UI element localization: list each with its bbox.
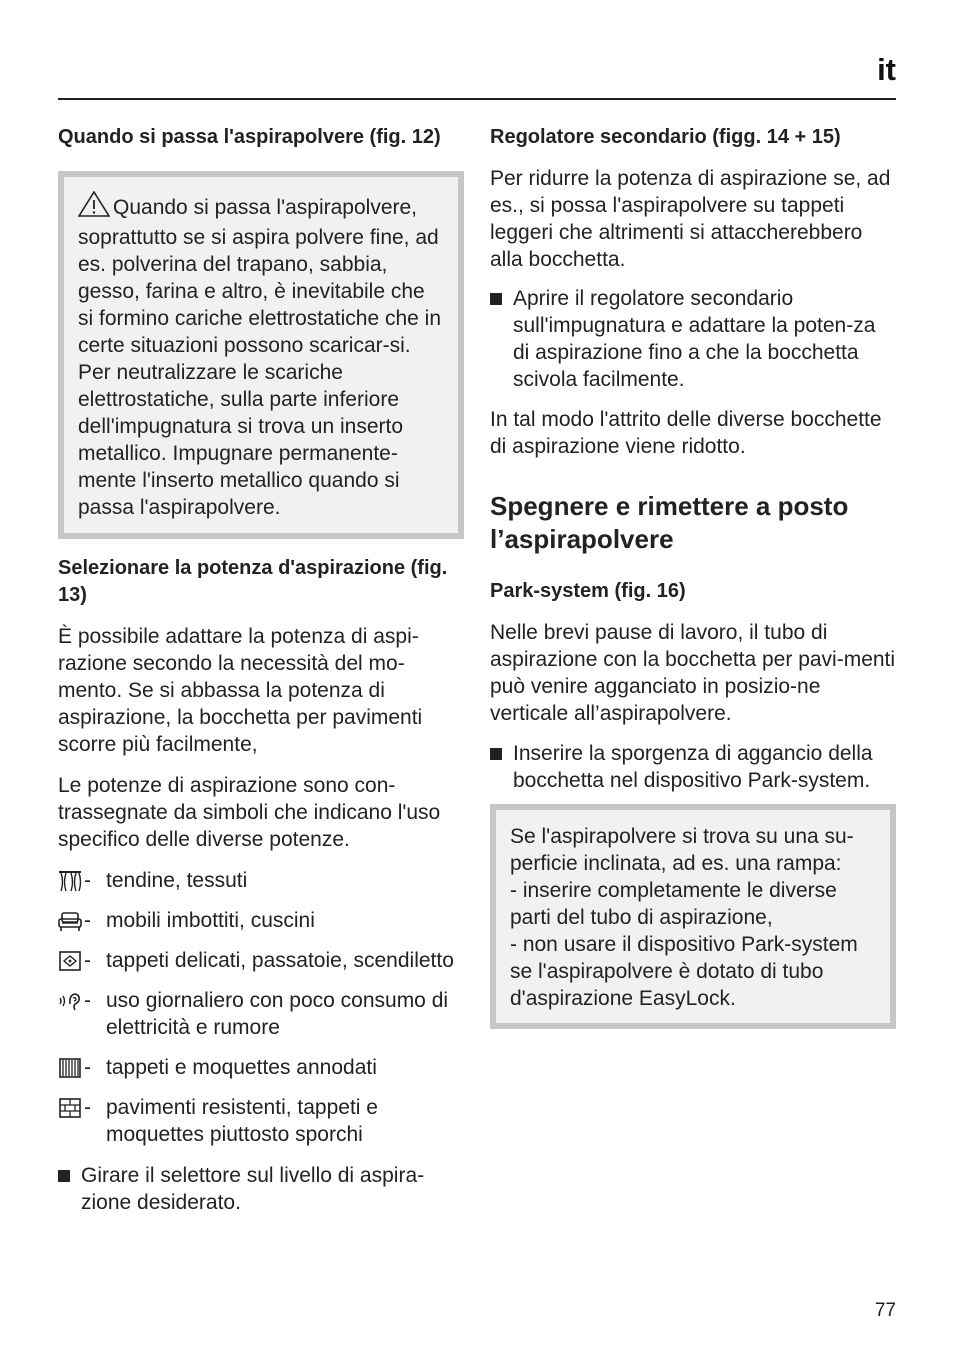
- list-item: Girare il selettore sul livello di aspira-zione desiderato.: [58, 1162, 464, 1216]
- bullet-square-icon: [490, 293, 502, 305]
- knotted-carpet-icon: [58, 1054, 84, 1081]
- paragraph: Le potenze di aspirazione sono con-trassegnate da simboli che indicano l'uso specifico delle diverse potenze.: [58, 774, 441, 851]
- language-tag: it: [877, 52, 896, 87]
- section-title-secondary-regulator: Regolatore secondario (figg. 14 + 15): [490, 126, 841, 148]
- symbol-row: - pavimenti resistenti, tappeti e moquettes piuttosto sporchi: [58, 1094, 464, 1148]
- quiet-mode-icon: [58, 987, 84, 1041]
- bullet-square-icon: [58, 1170, 70, 1182]
- symbol-label: uso giornaliero con poco consumo di elettricità e rumore: [106, 989, 449, 1039]
- note-line: - non usare il dispositivo Park-system se l'aspirapolvere è dotato di tubo d'aspirazione EasyLock.: [510, 933, 858, 1010]
- list-item: Aprire il regolatore secondario sull'impugnatura e adattare la poten-za di aspirazione fino a che la bocchetta scivola facilmente.: [490, 285, 896, 393]
- header-rule: [58, 98, 896, 100]
- warning-text: Quando si passa l'aspirapolvere, soprattutto se si aspira polvere fine, ad es. polverina del trapano, sabbia, gesso, farina e altro, è inevitabile che si formino cariche elettrostatiche che in certe situazioni possono scaricar-si. Per neutralizzare le scariche elettrostatiche, sulla parte inferiore dell'impugnatura si trova un inserto metallico. Impugnare permanente-mente l'inserto metallico quando si passa l'aspirapolvere.: [78, 196, 441, 519]
- symbol-label: pavimenti resistenti, tappeti e moquettes piuttosto sporchi: [106, 1096, 378, 1146]
- paragraph: Per ridurre la potenza di aspirazione se, ad es., si possa l'aspirapolvere su tappeti leggeri che altrimenti si attaccherebbero alla bocchetta.: [490, 167, 891, 271]
- symbol-label: tappeti e moquettes annodati: [106, 1056, 377, 1079]
- symbol-row: - mobili imbottiti, cuscini: [58, 907, 464, 934]
- note-box: [490, 804, 896, 1029]
- paragraph: In tal modo l'attrito delle diverse bocchette di aspirazione viene ridotto.: [490, 408, 882, 458]
- list-item: Inserire la sporgenza di aggancio della bocchetta nel dispositivo Park-system.: [490, 740, 896, 794]
- symbol-row: - tendine, tessuti: [58, 867, 464, 894]
- bullet-square-icon: [490, 748, 502, 760]
- paragraph: Nelle brevi pause di lavoro, il tubo di aspirazione con la bocchetta per pavi-menti può venire agganciato in posizio-ne verticale all’aspirapolvere.: [490, 621, 896, 725]
- symbol-label: mobili imbottiti, cuscini: [106, 909, 315, 932]
- paragraph: È possibile adattare la potenza di aspi-razione secondo la necessità del mo-mento. Se si abbassa la potenza di aspirazione, la bocchetta per pavimenti scorre più facilmente,: [58, 625, 423, 756]
- section-title-park-system: Park-system (fig. 16): [490, 580, 686, 602]
- page-number: 77: [874, 1300, 896, 1321]
- left-column: [58, 124, 464, 1216]
- chapter-heading: Spegnere e rimettere a posto l’aspirapolvere: [490, 491, 849, 554]
- symbol-row: - tappeti e moquettes annodati: [58, 1054, 464, 1081]
- section-title-vacuuming: Quando si passa l'aspirapolvere (fig. 12): [58, 126, 441, 148]
- warning-box: [58, 171, 464, 539]
- symbol-row: - uso giornaliero con poco consumo di elettricità e rumore: [58, 987, 464, 1041]
- warning-triangle-icon: [78, 191, 110, 224]
- symbol-label: tappeti delicati, passatoie, scendiletto: [106, 949, 454, 972]
- section-title-suction-power: Selezionare la potenza d'aspirazione (fig. 13): [58, 557, 448, 606]
- hard-floor-icon: [58, 1094, 84, 1148]
- right-column: [490, 124, 896, 1029]
- delicate-rug-icon: [58, 947, 84, 974]
- note-line: Se l'aspirapolvere si trova su una su-perficie inclinata, ad es. una rampa:: [510, 825, 854, 875]
- symbol-label: tendine, tessuti: [106, 869, 248, 892]
- armchair-icon: [58, 907, 84, 934]
- note-line: - inserire completamente le diverse parti del tubo di aspirazione,: [510, 879, 837, 929]
- symbol-row: - tappeti delicati, passatoie, scendiletto: [58, 947, 464, 974]
- curtain-icon: [58, 867, 84, 894]
